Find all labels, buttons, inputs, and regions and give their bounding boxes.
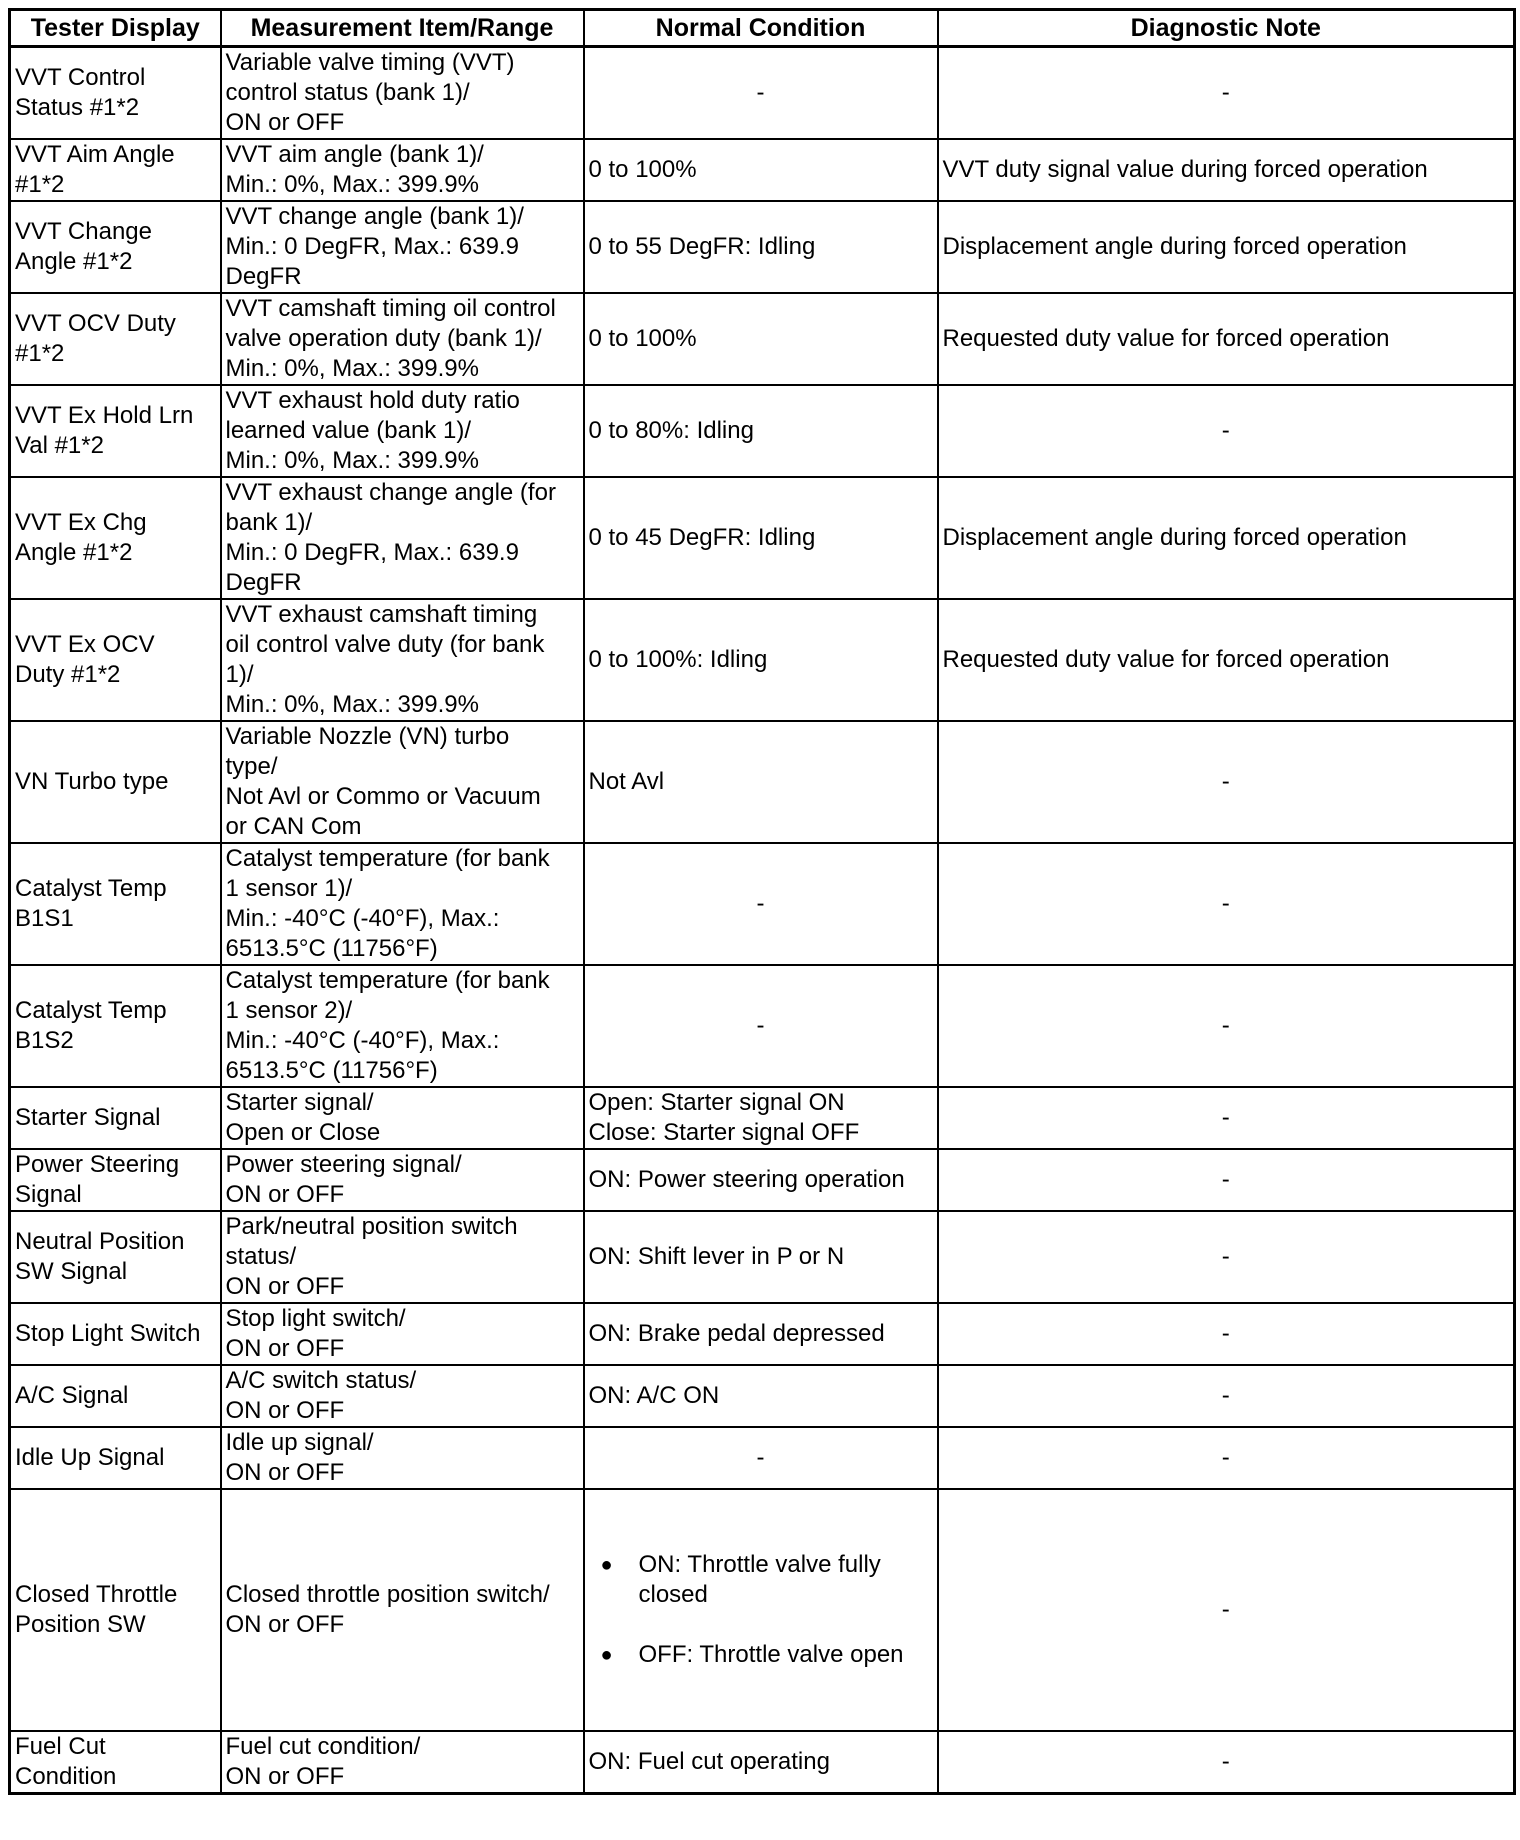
tester-display-cell: Catalyst Temp B1S2 [10,965,221,1087]
measurement-item-cell: VVT change angle (bank 1)/ Min.: 0 DegFR, Max.: 639.9 DegFR [221,201,584,293]
measurement-item-cell: VVT exhaust change angle (for bank 1)/ Min.: 0 DegFR, Max.: 639.9 DegFR [221,477,584,599]
tester-display-cell: Idle Up Signal [10,1427,221,1489]
header-row [10,10,1515,47]
tester-display-cell: VN Turbo type [10,721,221,843]
table-row [10,477,1515,599]
measurement-item-cell: Catalyst temperature (for bank 1 sensor 1)/ Min.: -40°C (-40°F), Max.: 6513.5°C (11756°F) [221,843,584,965]
tester-display-cell: Catalyst Temp B1S1 [10,843,221,965]
data-list-table [8,8,1516,1795]
diagnostic-note-cell: - [938,1149,1515,1211]
table-row [10,599,1515,721]
tester-display-cell: VVT OCV Duty #1*2 [10,293,221,385]
tester-display-cell: A/C Signal [10,1365,221,1427]
bullet-item: ● OFF: Throttle valve open [639,1640,933,1670]
diagnostic-note-cell: - [938,385,1515,477]
normal-condition-cell: - [584,1427,938,1489]
measurement-item-cell: Idle up signal/ ON or OFF [221,1427,584,1489]
normal-condition-cell [584,1489,938,1731]
diagnostic-note-cell: - [938,1087,1515,1149]
table-row [10,139,1515,201]
table-row [10,843,1515,965]
tester-display-cell: VVT Ex Hold Lrn Val #1*2 [10,385,221,477]
measurement-item-cell: VVT exhaust camshaft timing oil control valve duty (for bank 1)/ Min.: 0%, Max.: 399.9% [221,599,584,721]
tester-display-cell: Stop Light Switch [10,1303,221,1365]
measurement-item-cell: Closed throttle position switch/ ON or OFF [221,1489,584,1731]
normal-condition-cell: 0 to 100% [584,139,938,201]
header-measurement-item: Measurement Item/Range [221,10,584,47]
tester-display-cell: VVT Change Angle #1*2 [10,201,221,293]
table-row [10,47,1515,140]
table-row [10,201,1515,293]
table-row [10,1149,1515,1211]
normal-condition-cell: - [584,965,938,1087]
tester-display-cell: Closed Throttle Position SW [10,1489,221,1731]
diagnostic-note-cell: - [938,1427,1515,1489]
diagnostic-note-cell: Displacement angle during forced operation [938,477,1515,599]
tester-display-cell: Fuel Cut Condition [10,1731,221,1794]
diagnostic-note-cell: - [938,1731,1515,1794]
bullet-item: ● ON: Throttle valve fully closed [639,1550,933,1610]
diagnostic-note-cell: Requested duty value for forced operation [938,293,1515,385]
table-row [10,1303,1515,1365]
measurement-item-cell: Power steering signal/ ON or OFF [221,1149,584,1211]
measurement-item-cell: Variable valve timing (VVT) control status (bank 1)/ ON or OFF [221,47,584,140]
diagnostic-note-cell: - [938,721,1515,843]
table-row [10,1365,1515,1427]
table-row [10,965,1515,1087]
header-normal-condition: Normal Condition [584,10,938,47]
normal-condition-cell: ON: Fuel cut operating [584,1731,938,1794]
normal-condition-cell: Open: Starter signal ON Close: Starter signal OFF [584,1087,938,1149]
measurement-item-cell: Catalyst temperature (for bank 1 sensor 2)/ Min.: -40°C (-40°F), Max.: 6513.5°C (11756°F) [221,965,584,1087]
tester-display-cell: VVT Ex Chg Angle #1*2 [10,477,221,599]
header-tester-display: Tester Display [10,10,221,47]
diagnostic-note-cell: - [938,1303,1515,1365]
table-row [10,385,1515,477]
tester-display-cell: VVT Ex OCV Duty #1*2 [10,599,221,721]
normal-condition-cell: 0 to 80%: Idling [584,385,938,477]
table-row [10,1731,1515,1794]
measurement-item-cell: VVT camshaft timing oil control valve operation duty (bank 1)/ Min.: 0%, Max.: 399.9% [221,293,584,385]
measurement-item-cell: Variable Nozzle (VN) turbo type/ Not Avl or Commo or Vacuum or CAN Com [221,721,584,843]
normal-condition-cell: - [584,47,938,140]
normal-condition-cell: ON: Shift lever in P or N [584,1211,938,1303]
tester-display-cell: Power Steering Signal [10,1149,221,1211]
normal-condition-cell: Not Avl [584,721,938,843]
measurement-item-cell: VVT aim angle (bank 1)/ Min.: 0%, Max.: 399.9% [221,139,584,201]
tester-display-cell: Neutral Position SW Signal [10,1211,221,1303]
normal-condition-cell: ON: Brake pedal depressed [584,1303,938,1365]
measurement-item-cell: A/C switch status/ ON or OFF [221,1365,584,1427]
tester-display-cell: Starter Signal [10,1087,221,1149]
measurement-item-cell: Starter signal/ Open or Close [221,1087,584,1149]
table-row [10,293,1515,385]
diagnostic-note-cell: - [938,1489,1515,1731]
normal-condition-bullet-list [589,1520,933,1700]
table-row [10,1489,1515,1731]
measurement-item-cell: Stop light switch/ ON or OFF [221,1303,584,1365]
diagnostic-note-cell: - [938,1365,1515,1427]
table-row [10,1087,1515,1149]
diagnostic-note-cell: VVT duty signal value during forced operation [938,139,1515,201]
measurement-item-cell: VVT exhaust hold duty ratio learned value (bank 1)/ Min.: 0%, Max.: 399.9% [221,385,584,477]
diagnostic-note-cell: - [938,843,1515,965]
measurement-item-cell: Park/neutral position switch status/ ON or OFF [221,1211,584,1303]
normal-condition-cell: ON: A/C ON [584,1365,938,1427]
data-list-table-container [8,8,1513,1795]
diagnostic-note-cell: - [938,1211,1515,1303]
table-row [10,1211,1515,1303]
diagnostic-note-cell: - [938,47,1515,140]
normal-condition-cell: 0 to 45 DegFR: Idling [584,477,938,599]
normal-condition-cell: ON: Power steering operation [584,1149,938,1211]
table-row [10,1427,1515,1489]
normal-condition-cell: 0 to 100% [584,293,938,385]
diagnostic-note-cell: - [938,965,1515,1087]
table-row [10,721,1515,843]
tester-display-cell: VVT Aim Angle #1*2 [10,139,221,201]
normal-condition-cell: 0 to 55 DegFR: Idling [584,201,938,293]
diagnostic-note-cell: Requested duty value for forced operation [938,599,1515,721]
header-diagnostic-note: Diagnostic Note [938,10,1515,47]
tester-display-cell: VVT Control Status #1*2 [10,47,221,140]
normal-condition-cell: 0 to 100%: Idling [584,599,938,721]
measurement-item-cell: Fuel cut condition/ ON or OFF [221,1731,584,1794]
normal-condition-cell: - [584,843,938,965]
diagnostic-note-cell: Displacement angle during forced operation [938,201,1515,293]
